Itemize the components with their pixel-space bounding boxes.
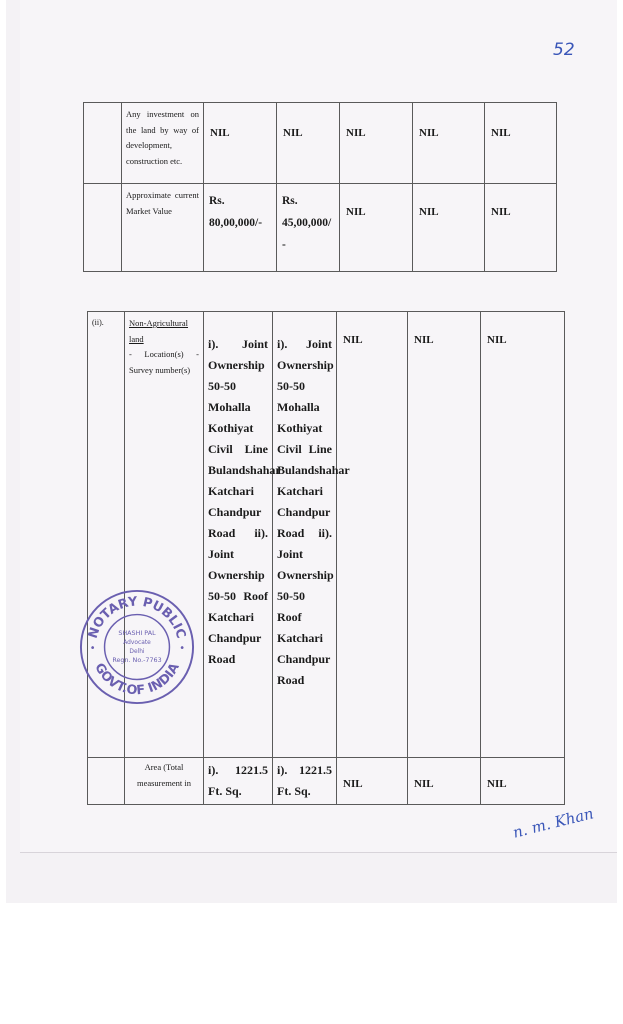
value-cell: NIL — [337, 312, 408, 758]
page-number: 52 — [553, 40, 575, 60]
area-cell: i). 1221.5 Ft. Sq. — [273, 758, 337, 805]
value-cell: NIL — [485, 184, 557, 272]
stamp-star-left: • — [89, 642, 96, 654]
value-cell: NIL — [204, 103, 277, 184]
row-label-title: Non-Agricultural land — [129, 318, 189, 344]
value-cell: NIL — [277, 103, 340, 184]
serial-cell — [84, 184, 122, 272]
value-cell: NIL — [485, 103, 557, 184]
stamp-top-text: NOTARY PUBLIC — [85, 594, 189, 641]
value-cell: NIL — [340, 184, 413, 272]
value-cell: NIL — [408, 312, 481, 758]
value-cell: NIL — [481, 758, 565, 805]
location-cell: i). Joint Ownership 50-50 Mohalla Kothiyat Civil Line Bulandshahar Katchari Chandpur Road ii). Joint Ownership 50-50 Roof Katchari Chandpur Road — [273, 312, 337, 758]
row-label: Approximate current Market Value — [122, 184, 204, 272]
area-cell: i). 1221.5 Ft. Sq. — [204, 758, 273, 805]
value-cell: NIL — [340, 103, 413, 184]
location-cell: i). Joint Ownership 50-50 Mohalla Kothiyat Civil Line Bulandshahar Katchari Chandpur Road ii). Joint Ownership 50-50 Roof Katchari Chandpur Road — [204, 312, 273, 758]
stamp-title: Advocate — [123, 640, 151, 647]
value-cell: NIL — [413, 103, 485, 184]
value-cell: NIL — [408, 758, 481, 805]
table-row — [84, 103, 557, 184]
signature: n. m. Khan — [511, 804, 596, 842]
serial-cell — [84, 103, 122, 184]
stamp-name: SHASHI PAL — [118, 629, 156, 638]
stamp-regn: Regn. No.-7763 — [112, 655, 162, 664]
table-row — [84, 184, 557, 272]
assets-table-top — [83, 102, 557, 272]
value-cell: Rs. 45,00,000/ - — [277, 184, 340, 272]
serial-cell — [88, 758, 125, 805]
value-cell: NIL — [413, 184, 485, 272]
stamp-place: Delhi — [129, 648, 145, 655]
row-label: Area (Total measurement in — [125, 758, 204, 805]
value-cell: NIL — [481, 312, 565, 758]
row-label: Any investment on the land by way of development, construction etc. — [122, 103, 204, 184]
row-label-rest: - Location(s) - Survey number(s) — [129, 349, 199, 375]
stamp-star-right: • — [179, 642, 186, 654]
notary-stamp — [78, 588, 196, 706]
stamp-bottom-text: GOVT.OF INDIA — [91, 660, 183, 699]
stamp-inner-ring — [105, 615, 170, 680]
assets-table-non-agricultural — [87, 311, 565, 805]
serial-cell: (ii). — [88, 312, 125, 758]
value-cell: NIL — [337, 758, 408, 805]
table-row — [88, 758, 565, 805]
value-cell: Rs. 80,00,000/- — [204, 184, 277, 272]
